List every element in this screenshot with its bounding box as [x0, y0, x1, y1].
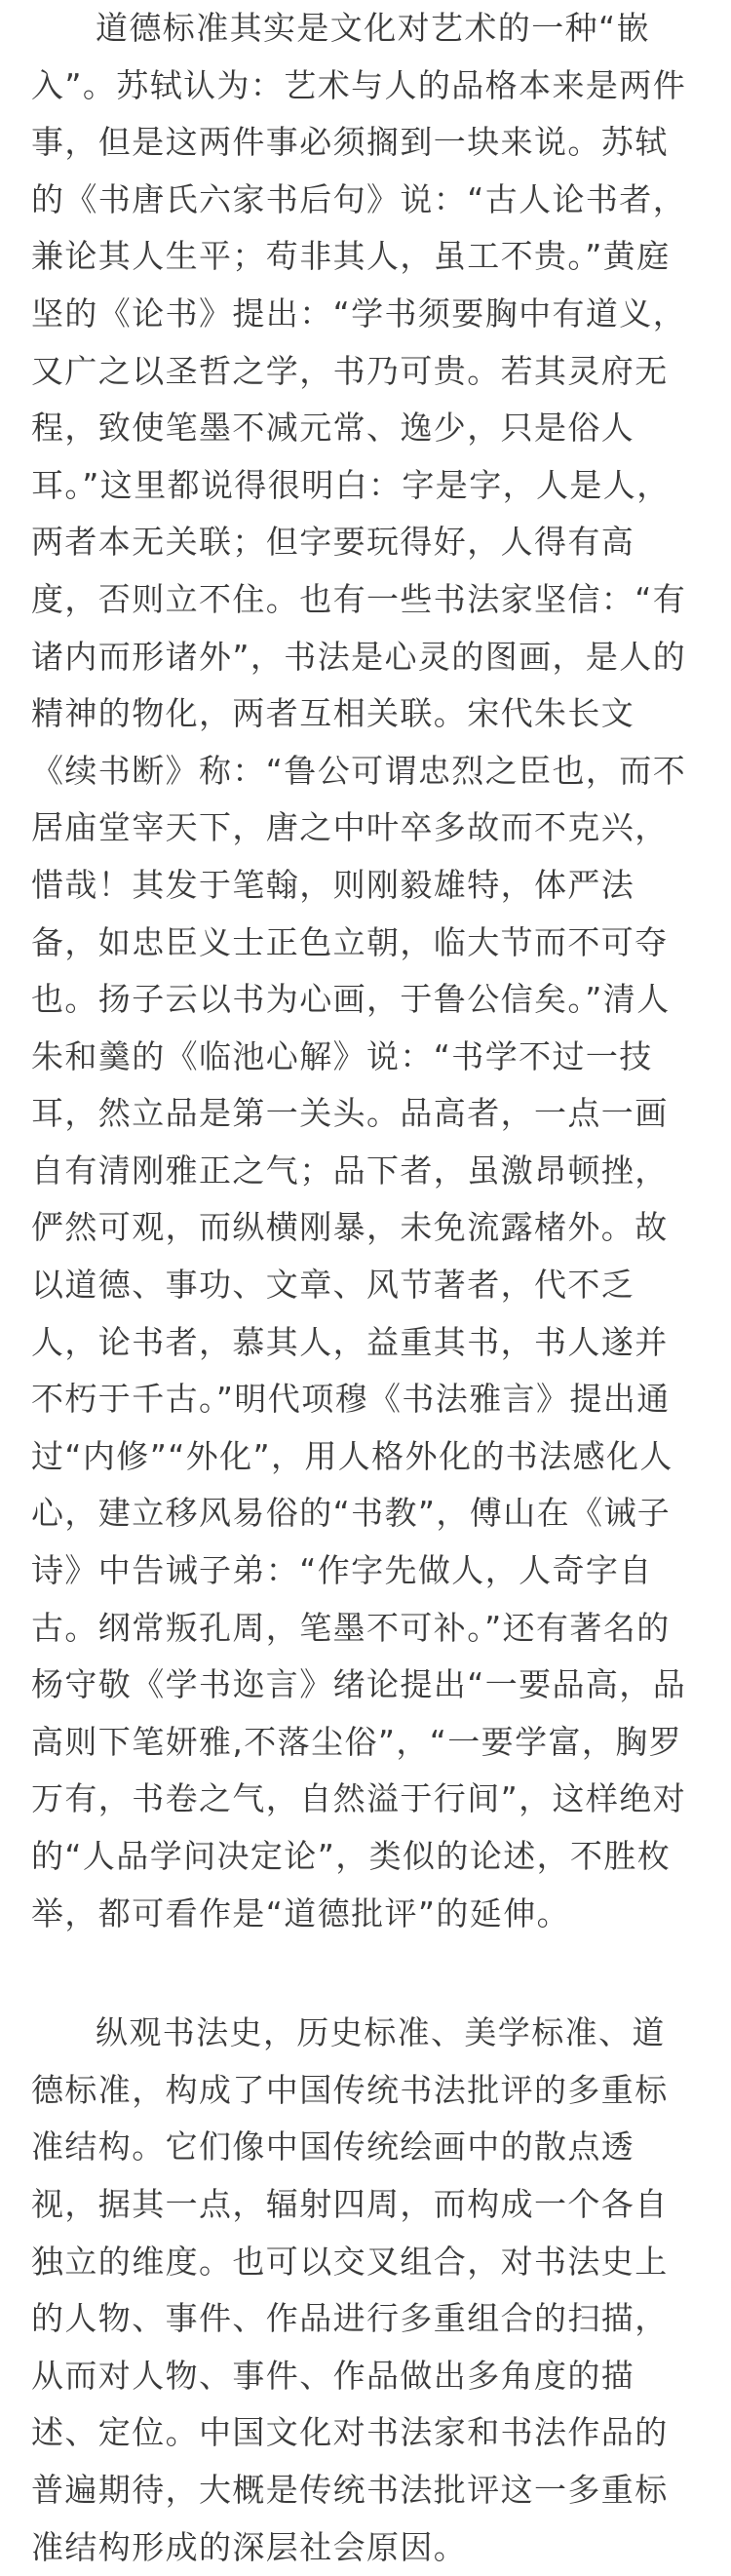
text-line: 自有清刚雅正之气；品下者，虽激昂顿挫，	[31, 1151, 669, 1190]
text-line: 心，建立移风易俗的“书教”，傅山在《诫子	[31, 1494, 672, 1533]
paragraph-2	[31, 2005, 700, 2576]
text-line: 耳，然立品是第一关头。品高者，一点一画	[31, 1094, 669, 1133]
text-line: 普遍期待，大概是传统书法批评这一多重标	[31, 2470, 669, 2509]
paragraph-gap	[31, 1942, 700, 2005]
text-line: 《续书断》称：“鲁公可谓忠烈之臣也，而不	[31, 751, 687, 790]
text-line: 的“人品学问决定论”，类似的论述，不胜枚	[31, 1837, 672, 1875]
text-line: 人，论书者，慕其人，益重其书，书人遂并	[31, 1322, 669, 1361]
text-line: 独立的维度。也可以交叉组合，对书法史上	[31, 2242, 669, 2281]
text-line: 兼论其人生平；苟非其人，虽工不贵。”黄庭	[31, 237, 671, 276]
text-line: 准结构形成的深层社会原因。	[31, 2527, 468, 2566]
text-line: 也。扬子云以书为心画，于鲁公信矣。”清人	[31, 980, 671, 1019]
text-line: 举，都可看作是“道德批评”的延伸。	[31, 1893, 570, 1932]
text-line: 诸内而形诸外”，书法是心灵的图画，是人的	[31, 637, 687, 676]
text-line: 以道德、事功、文章、风节著者，代不乏	[31, 1266, 635, 1305]
text-line: 坚的《论书》提出：“学书须要胸中有道义，	[31, 293, 687, 332]
text-line: 惜哉！其发于笔翰，则刚毅雄特，体严法	[31, 865, 635, 904]
text-line: 程，致使笔墨不减元常、逸少，只是俗人	[31, 409, 635, 448]
text-line: 诗》中告诫子弟：“作字先做人，人奇字自	[31, 1551, 653, 1590]
text-line: 述、定位。中国文化对书法家和书法作品的	[31, 2413, 669, 2452]
text-line: 古。纲常叛孔周，笔墨不可补。”还有著名的	[31, 1608, 671, 1647]
text-line: 俨然可观，而纵横刚暴，未免流露楮外。故	[31, 1208, 669, 1247]
text-line: 德标准，构成了中国传统书法批评的多重标	[31, 2070, 669, 2109]
text-line: 备，如忠臣义士正色立朝，临大节而不可夺	[31, 922, 669, 961]
text-line: 准结构。它们像中国传统绘画中的散点透	[31, 2127, 635, 2166]
text-line: 两者本无关联；但字要玩得好，人得有高	[31, 523, 635, 562]
text-line: 耳。”这里都说得很明白：字是字，人是人，	[31, 465, 671, 504]
text-line: 的人物、事件、作品进行多重组合的扫描，	[31, 2299, 669, 2338]
text-line: 度，否则立不住。也有一些书法家坚信：“有	[31, 579, 687, 618]
text-line: 杨守敬《学书迩言》绪论提出“一要品高，品	[31, 1665, 687, 1704]
text-line: 万有，书卷之气，自然溢于行间”，这样绝对	[31, 1779, 687, 1818]
paragraph-1	[31, 0, 700, 1942]
text-line: 视，据其一点，辐射四周，而构成一个各自	[31, 2184, 669, 2223]
text-line: 事，但是这两件事必须搁到一块来说。苏轼	[31, 123, 669, 162]
text-line: 的《书唐氏六家书后句》说：“古人论书者，	[31, 179, 687, 218]
text-line: 不朽于千古。”明代项穆《书法雅言》提出通	[31, 1380, 671, 1419]
text-line: 又广之以圣哲之学，书乃可贵。若其灵府无	[31, 351, 669, 390]
article-body	[31, 0, 700, 2576]
text-line: 从而对人物、事件、作品做出多角度的描	[31, 2356, 635, 2395]
text-line: 居庙堂宰天下，唐之中叶卒多故而不克兴，	[31, 808, 669, 847]
text-line: 精神的物化，两者互相关联。宋代朱长文	[31, 694, 635, 733]
text-line: 入”。苏轼认为：艺术与人的品格本来是两件	[31, 65, 687, 104]
text-line: 道德标准其实是文化对艺术的一种“嵌	[96, 9, 650, 47]
text-line: 高则下笔妍雅,不落尘俗”，“一要学富，胸罗	[31, 1722, 683, 1761]
text-line: 过“内修”“外化”，用人格外化的书法感化人	[31, 1436, 673, 1475]
text-line: 朱和羹的《临池心解》说：“书学不过一技	[31, 1036, 653, 1075]
text-line: 纵观书法史，历史标准、美学标准、道	[96, 2013, 666, 2052]
